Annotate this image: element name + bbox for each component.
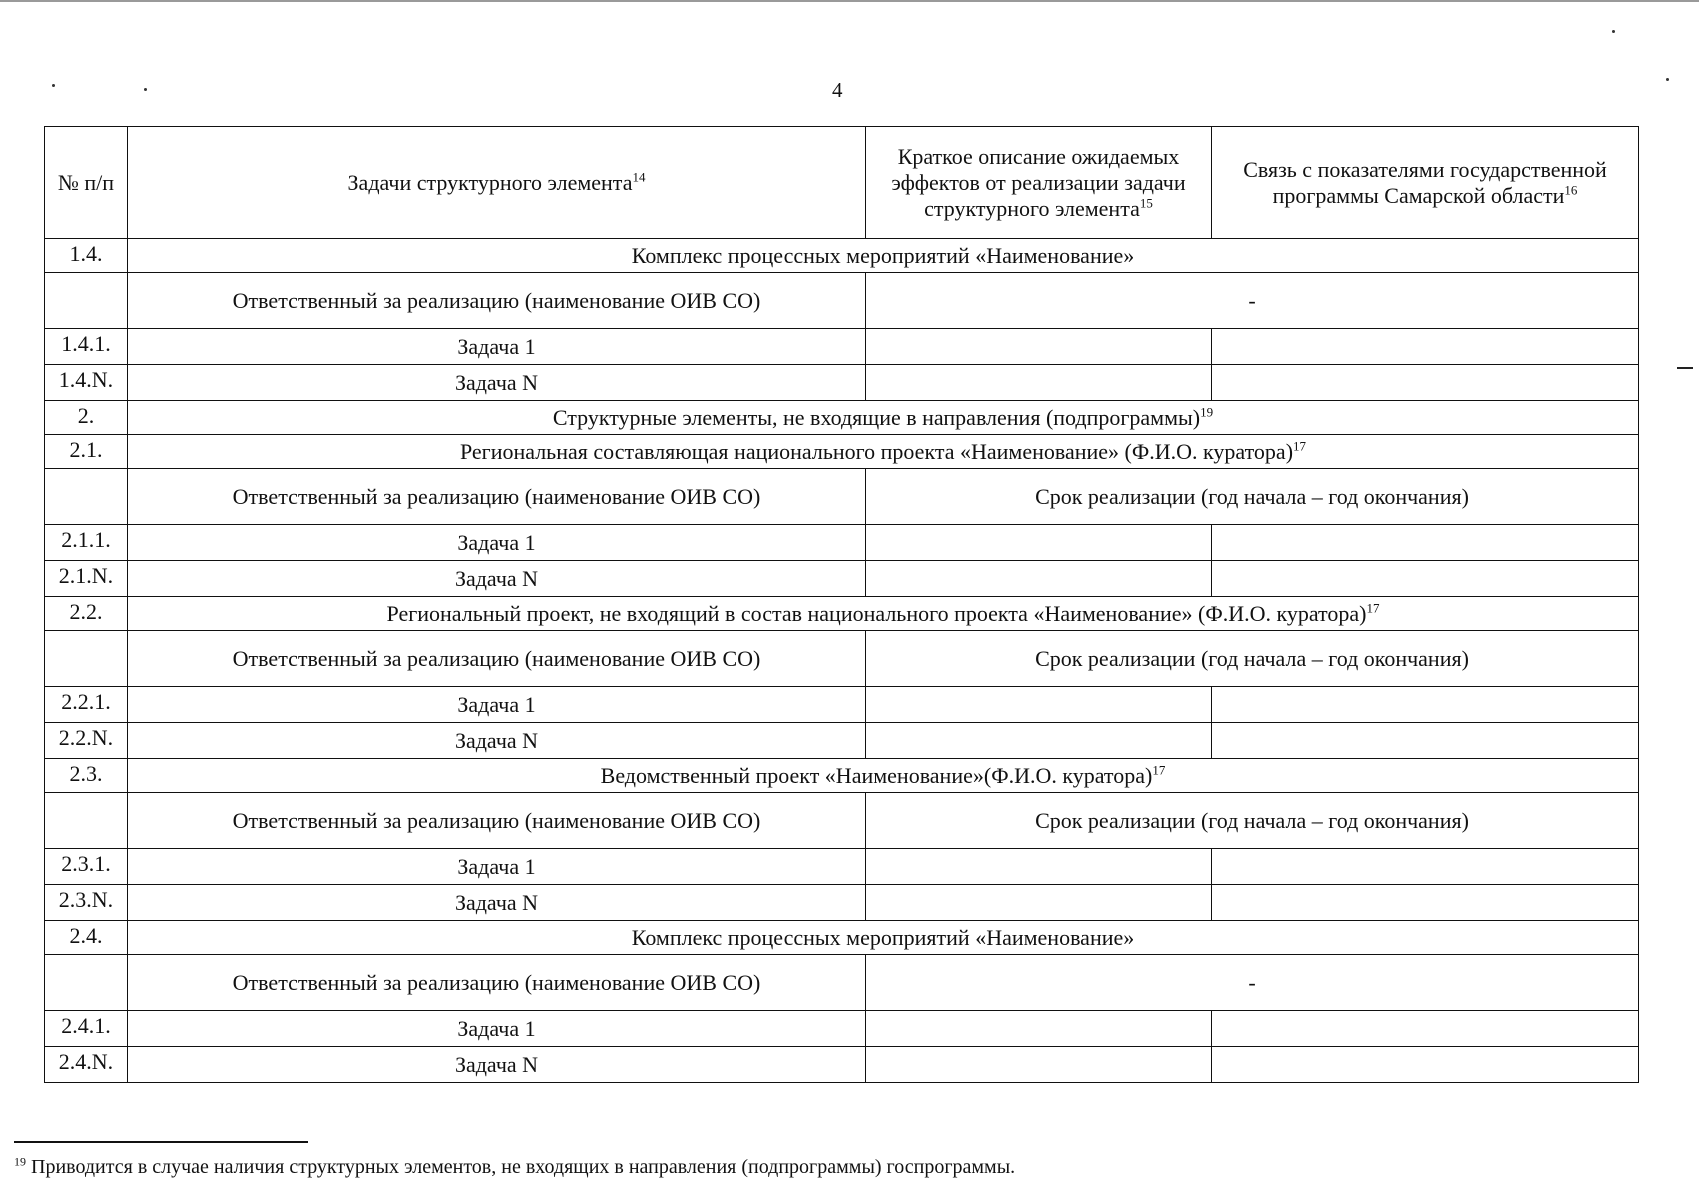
footnote-separator: [14, 1141, 308, 1143]
row-number: 2.2.1.: [45, 687, 128, 723]
header-num-cell: № п/п: [45, 127, 128, 239]
responsible-row: [45, 273, 1639, 329]
section-title: Комплекс процессных мероприятий «Наименование»: [128, 239, 1639, 273]
task-name: Задача N: [128, 365, 866, 401]
section-title: Комплекс процессных мероприятий «Наименование»: [128, 921, 1639, 955]
row-number: 2.1.: [45, 435, 128, 469]
link-cell: [1212, 329, 1639, 365]
task-name: Задача 1: [128, 687, 866, 723]
task-row: [45, 1047, 1639, 1083]
task-row: [45, 561, 1639, 597]
task-name: Задача N: [128, 723, 866, 759]
effects-cell: [866, 1011, 1212, 1047]
row-number: [45, 469, 128, 525]
responsible-row: [45, 955, 1639, 1011]
task-row: [45, 687, 1639, 723]
row-number: 2.2.N.: [45, 723, 128, 759]
tasks-table: [44, 126, 1639, 1083]
footnote: [14, 1156, 1015, 1179]
row-number: 2.4.1.: [45, 1011, 128, 1047]
row-number: 1.4.1.: [45, 329, 128, 365]
row-number: 2.3.1.: [45, 849, 128, 885]
row-number: 2.4.N.: [45, 1047, 128, 1083]
task-row: [45, 1011, 1639, 1047]
responsible-label: Ответственный за реализацию (наименование ОИВ СО): [128, 955, 866, 1011]
term-cell: Срок реализации (год начала – год окончания): [866, 793, 1639, 849]
footnote-text: Приводится в случае наличия структурных элементов, не входящих в направления (подпрограммы) госпрограммы.: [31, 1156, 1016, 1178]
responsible-label: Ответственный за реализацию (наименование ОИВ СО): [128, 469, 866, 525]
link-cell: [1212, 885, 1639, 921]
row-number: 2.1.N.: [45, 561, 128, 597]
section-title: Региональная составляющая национального проекта «Наименование» (Ф.И.О. куратора)$^{17}$: [128, 435, 1639, 469]
task-name: Задача N: [128, 561, 866, 597]
link-cell: [1212, 723, 1639, 759]
task-name: Задача 1: [128, 329, 866, 365]
link-cell: [1212, 1047, 1639, 1083]
effects-cell: [866, 723, 1212, 759]
section-row: [45, 239, 1639, 273]
task-row: [45, 723, 1639, 759]
link-cell: [1212, 849, 1639, 885]
row-number: 1.4.N.: [45, 365, 128, 401]
term-cell: -: [866, 273, 1639, 329]
header-effects-cell: Краткое описание ожидаемых эффектов от реализации задачи структурного элемента$^{15}$: [866, 127, 1212, 239]
link-cell: [1212, 525, 1639, 561]
scan-speck: [52, 84, 55, 87]
task-row: [45, 329, 1639, 365]
row-number: 2.1.1.: [45, 525, 128, 561]
footnote-mark: 19: [14, 1154, 26, 1169]
section-title: Региональный проект, не входящий в состав национального проекта «Наименование» (Ф.И.О. куратора)$^{17}$: [128, 597, 1639, 631]
effects-cell: [866, 561, 1212, 597]
term-cell: Срок реализации (год начала – год окончания): [866, 631, 1639, 687]
effects-cell: [866, 329, 1212, 365]
task-row: [45, 849, 1639, 885]
responsible-row: [45, 631, 1639, 687]
effects-cell: [866, 525, 1212, 561]
row-number: [45, 793, 128, 849]
row-number: 2.: [45, 401, 128, 435]
responsible-row: [45, 469, 1639, 525]
effects-cell: [866, 849, 1212, 885]
section-title: Ведомственный проект «Наименование»(Ф.И.О. куратора)$^{17}$: [128, 759, 1639, 793]
responsible-label: Ответственный за реализацию (наименование ОИВ СО): [128, 273, 866, 329]
task-name: Задача 1: [128, 525, 866, 561]
row-number: [45, 273, 128, 329]
row-number: 2.4.: [45, 921, 128, 955]
effects-cell: [866, 687, 1212, 723]
section-row: [45, 921, 1639, 955]
section-row: [45, 759, 1639, 793]
link-cell: [1212, 561, 1639, 597]
row-number: [45, 631, 128, 687]
section-row: [45, 435, 1639, 469]
link-cell: [1212, 687, 1639, 723]
responsible-label: Ответственный за реализацию (наименование ОИВ СО): [128, 631, 866, 687]
scan-speck: [1666, 78, 1669, 81]
term-cell: Срок реализации (год начала – год окончания): [866, 469, 1639, 525]
scan-speck: [144, 88, 147, 91]
table-header-row: [45, 127, 1639, 239]
responsible-row: [45, 793, 1639, 849]
scan-speck: [1612, 30, 1615, 33]
page-top-edge: [0, 0, 1699, 2]
link-cell: [1212, 1011, 1639, 1047]
responsible-label: Ответственный за реализацию (наименование ОИВ СО): [128, 793, 866, 849]
row-number: 2.2.: [45, 597, 128, 631]
link-cell: [1212, 365, 1639, 401]
section-title: Структурные элементы, не входящие в направления (подпрограммы)$^{19}$: [128, 401, 1639, 435]
page-number: 4: [832, 78, 843, 102]
task-row: [45, 525, 1639, 561]
row-number: 1.4.: [45, 239, 128, 273]
task-row: [45, 365, 1639, 401]
effects-cell: [866, 885, 1212, 921]
task-row: [45, 885, 1639, 921]
task-name: Задача N: [128, 1047, 866, 1083]
task-name: Задача N: [128, 885, 866, 921]
row-number: 2.3.N.: [45, 885, 128, 921]
section-row: [45, 597, 1639, 631]
table-body: [45, 239, 1639, 1083]
row-number: [45, 955, 128, 1011]
header-link-cell: Связь с показателями государственной программы Самарской области$^{16}$: [1212, 127, 1639, 239]
row-number: 2.3.: [45, 759, 128, 793]
section-row: [45, 401, 1639, 435]
task-name: Задача 1: [128, 849, 866, 885]
scan-dash-mark: [1677, 367, 1693, 369]
term-cell: -: [866, 955, 1639, 1011]
effects-cell: [866, 365, 1212, 401]
effects-cell: [866, 1047, 1212, 1083]
task-name: Задача 1: [128, 1011, 866, 1047]
header-tasks-cell: Задачи структурного элемента$^{14}$: [128, 127, 866, 239]
